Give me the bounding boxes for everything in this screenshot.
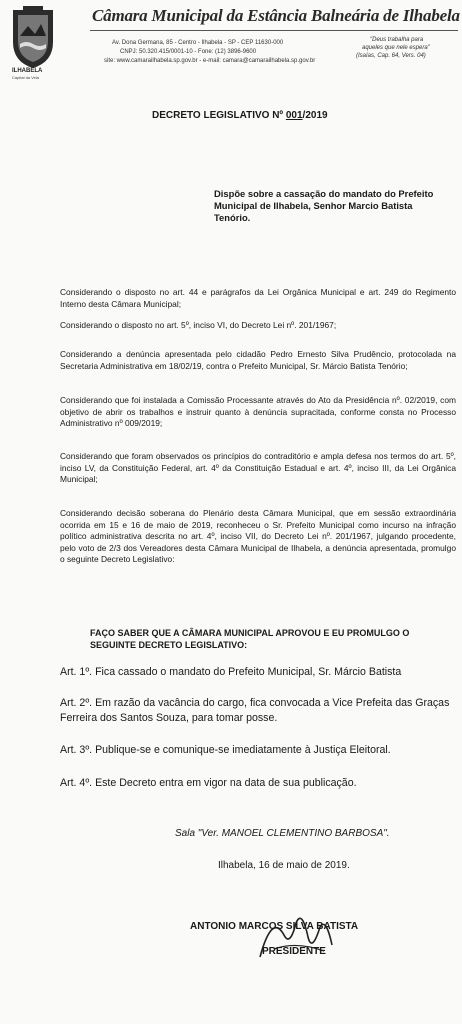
decree-title-prefix: DECRETO LEGISLATIVO Nº [152, 110, 286, 121]
decree-summary: Dispõe sobre a cassação do mandato do Prefeito Municipal de Ilhabela, Senhor Marcio Batista Tenório. [214, 188, 434, 223]
considerando-5: Considerando que foram observados os princípios do contraditório e ampla defesa nos termos do art. 5º, inciso LV, da Constituição Federal, art. 4º da Constituição Estadual e art. 4º, inciso III, da Lei Orgânica Municipal; [60, 451, 456, 485]
decree-title [152, 110, 328, 121]
address-line: Av. Dona Germana, 85 - Centro - Ilhabela - SP - CEP 11630-000 [112, 40, 284, 46]
municipal-coat-of-arms-icon [8, 6, 58, 70]
considerando-3: Considerando a denúncia apresentada pelo cidadão Pedro Ernesto Silva Prudêncio, protocolada na Secretaria Administrativa em 18/02/19, contra o Prefeito Municipal, Sr. Márcio Batista Tenório; [60, 349, 456, 371]
considerando-1: Considerando o disposto no art. 44 e parágrafos da Lei Orgânica Municipal e art. 249 do Regimento Interno desta Câmara Municipal; [60, 287, 456, 309]
handwritten-signature [250, 905, 340, 975]
contact-line: CNPJ: 50.320.415/0001-10 - Fone: (12) 3896-9600 [120, 49, 257, 55]
web-line: site: www.camarailhabela.sp.gov.br - e-mail: camara@camarailhabela.sp.gov.br [104, 58, 316, 64]
article-3: Art. 3º. Publique-se e comunique-se imediatamente à Justiça Eleitoral. [60, 744, 391, 756]
decree-number: 001 [285, 110, 303, 121]
considerando-2: Considerando o disposto no art. 5º, inciso VI, do Decreto Lei nº. 201/1967; [60, 320, 337, 330]
considerando-4: Considerando que foi instalada a Comissão Processante através do Ato da Presidência nº. 02/2019, com objetivo de abrir os trabalhos e instruir quanto à denúncia supracitada, conforme consta no Processo Administrativo nº 009/2019; [60, 395, 456, 429]
motto-reference: (Isaías, Cap. 64, Vers. 04) [356, 53, 426, 59]
header-divider [90, 30, 458, 31]
institution-title: Câmara Municipal da Estância Balneária de Ilhabela [92, 6, 460, 25]
city-label: ILHABELA [12, 68, 43, 74]
motto-line-1: "Deus trabalha para [370, 37, 424, 43]
motto-line-2: aqueles que nele espera" [362, 45, 430, 51]
session-room: Sala "Ver. MANOEL CLEMENTINO BARBOSA". [175, 828, 390, 839]
signer-name: ANTONIO MARCOS SILVA BATISTA [190, 921, 359, 932]
place-and-date: Ilhabela, 16 de maio de 2019. [218, 860, 350, 871]
article-4: Art. 4º. Este Decreto entra em vigor na data de sua publicação. [60, 777, 357, 789]
considerando-6: Considerando decisão soberana do Plenário desta Câmara Municipal, que em sessão extraordinária ocorrida em 15 e 16 de maio de 2019, reconheceu o Sr. Prefeito Municipal como incurso na infração político administrativa descrita no art. 4º, inciso VII, do Decreto Lei nº. 201/1967, julgando procedente, pelo voto de 2/3 dos Vereadores desta Câmara Municipal de Ilhabela, a denúncia apresentada, promulgo o seguinte Decreto Legislativo: [60, 508, 456, 565]
proclamation: FAÇO SABER QUE A CÂMARA MUNICIPAL APROVOU E EU PROMULGO O SEGUINTE DECRETO LEGISLATIVO: [90, 628, 410, 650]
signer-role: PRESIDENTE [262, 946, 326, 957]
city-tagline: Capital da Vela [12, 75, 39, 80]
article-1: Art. 1º. Fica cassado o mandato do Prefeito Municipal, Sr. Márcio Batista [60, 666, 402, 678]
article-2: Art. 2º. Em razão da vacância do cargo, fica convocada a Vice Prefeita das Graças Ferreira dos Santos Souza, para tomar posse. [60, 697, 450, 724]
decree-year: /2019 [302, 110, 328, 121]
